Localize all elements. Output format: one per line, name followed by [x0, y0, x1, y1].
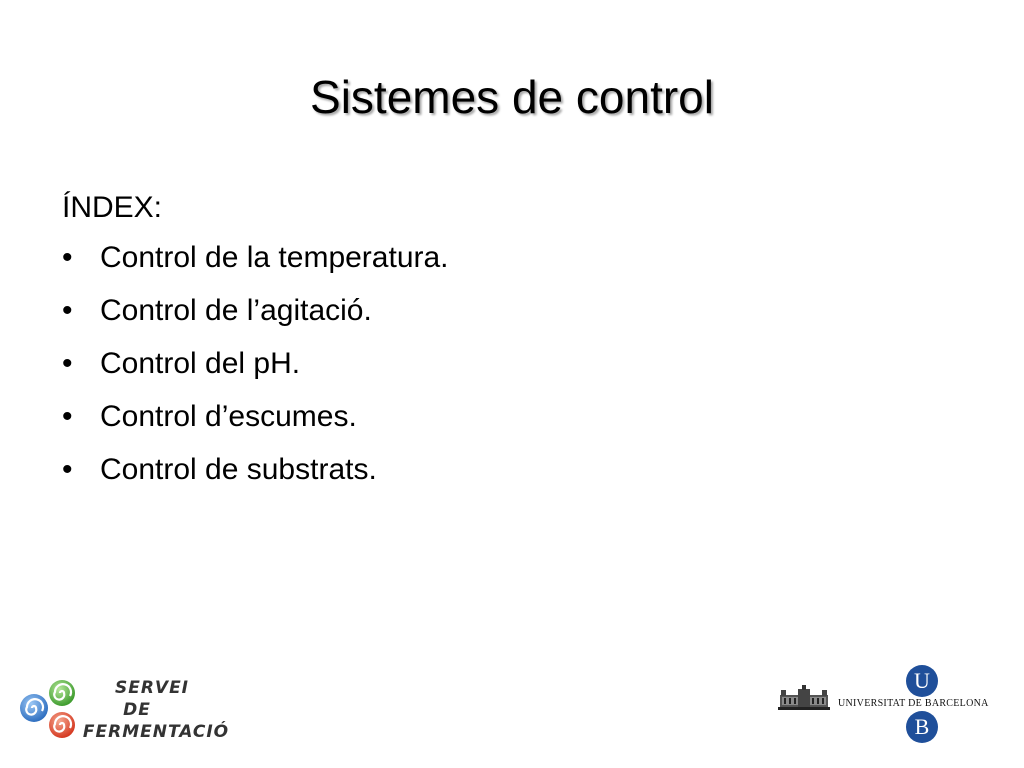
building-icon — [778, 685, 830, 711]
ub-letter-b: B — [906, 711, 938, 743]
universitat-barcelona-logo — [778, 663, 1008, 748]
slide-title: Sistemes de control — [310, 71, 714, 123]
red-spiral-icon — [49, 712, 75, 738]
index-item — [62, 346, 942, 382]
index-heading: ÍNDEX: — [62, 191, 163, 224]
servei-fermentacio-logo — [18, 675, 228, 750]
servei-logo-line1: SERVEI — [114, 678, 190, 698]
bullet-icon: • — [62, 241, 73, 274]
bullet-icon: • — [62, 347, 73, 380]
bullet-icon: • — [62, 400, 73, 433]
index-item-label: Control de la temperatura. — [100, 241, 449, 274]
bullet-icon: • — [62, 453, 73, 486]
bullet-icon: • — [62, 294, 73, 327]
servei-logo-line2: DE — [123, 700, 151, 720]
index-item — [62, 293, 942, 329]
index-item — [62, 240, 942, 276]
servei-logo-line3: FERMENTACIÓ — [82, 722, 230, 742]
blue-spiral-icon — [20, 694, 48, 722]
slide-content — [62, 190, 942, 505]
green-spiral-icon — [49, 680, 75, 706]
index-item — [62, 399, 942, 435]
ub-name-label: UNIVERSITAT DE BARCELONA — [838, 698, 989, 709]
index-item-label: Control de substrats. — [100, 453, 377, 486]
index-item — [62, 452, 942, 488]
index-item-label: Control de l’agitació. — [100, 294, 372, 327]
index-item-label: Control d’escumes. — [100, 400, 357, 433]
index-item-label: Control del pH. — [100, 347, 301, 380]
index-list — [62, 240, 942, 488]
ub-letter-u: U — [906, 665, 938, 697]
